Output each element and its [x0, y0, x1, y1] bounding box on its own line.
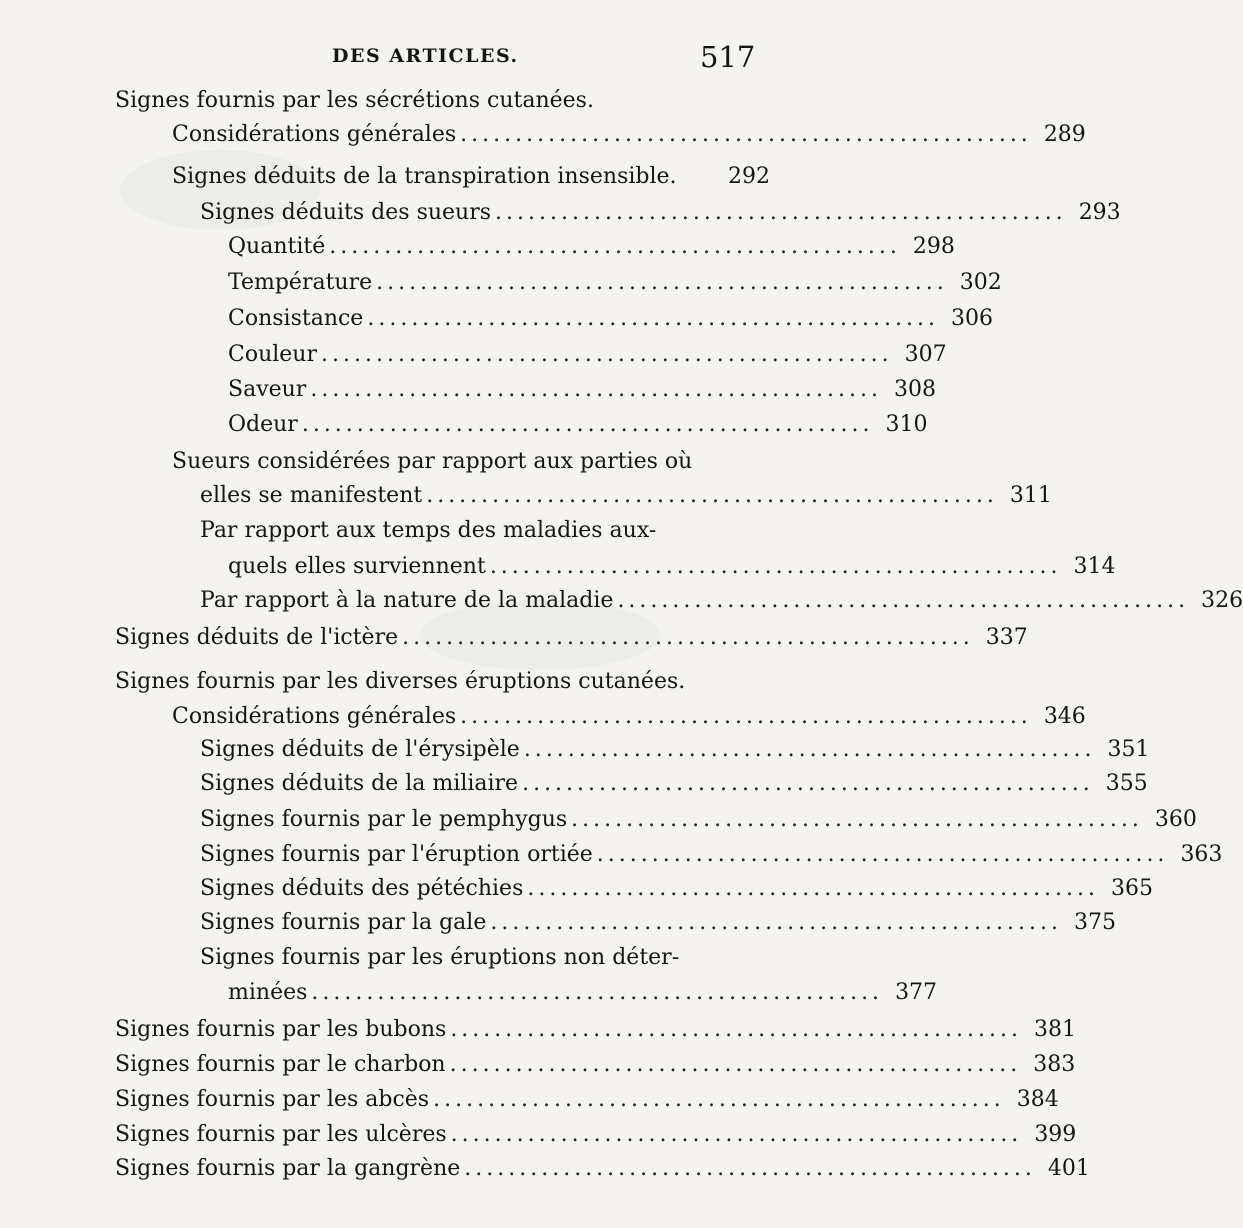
- entry-title: minées: [228, 980, 308, 1005]
- leader-dots: ....................................................: [311, 980, 884, 1005]
- leader-dots: ....................................................: [460, 704, 1032, 729]
- section-heading: Signes fournis par les diverses éruptions cutanées.: [115, 669, 686, 694]
- entry-page: 399: [1034, 1122, 1077, 1147]
- toc-entry: [115, 1085, 1059, 1115]
- toc-entry: [200, 908, 1116, 938]
- toc-entry: [228, 552, 1116, 582]
- entry-page: 351: [1107, 737, 1150, 762]
- entry-title: Considérations générales: [172, 122, 457, 147]
- toc-entry: [172, 120, 1086, 150]
- entry-title: quels elles surviennent: [228, 554, 486, 579]
- entry-page: 302: [959, 270, 1002, 295]
- entry-title: Couleur: [228, 342, 317, 367]
- leader-dots: ....................................................: [523, 737, 1096, 762]
- entry-title: Signes fournis par les ulcères: [115, 1122, 447, 1147]
- entry-title: Sueurs considérées par rapport aux parties où: [172, 449, 693, 474]
- entry-page: 401: [1047, 1156, 1090, 1181]
- entry-page: 308: [893, 377, 936, 402]
- toc-entry: [115, 623, 1028, 653]
- toc-entry: [228, 340, 947, 370]
- entry-title: Signes fournis par l'éruption ortiée: [200, 842, 593, 867]
- entry-title: Signes déduits de la transpiration insensible.: [172, 164, 677, 189]
- toc-entry: [228, 410, 928, 440]
- entry-page: 298: [912, 234, 955, 259]
- entry-title: Par rapport aux temps des maladies aux-: [200, 518, 657, 543]
- entry-title: Signes déduits des pétéchies: [200, 876, 524, 901]
- entry-page: 384: [1016, 1087, 1059, 1112]
- entry-page: 293: [1078, 200, 1121, 225]
- toc-entry: [228, 232, 955, 262]
- toc-entry: [115, 1154, 1090, 1184]
- entry-title: Signes fournis par les abcès: [115, 1087, 430, 1112]
- entry-page: 310: [885, 412, 928, 437]
- toc-entry: [172, 162, 770, 192]
- leader-dots: ....................................................: [490, 910, 1062, 935]
- leader-dots: ....................................................: [571, 807, 1143, 832]
- leader-dots: ....................................................: [449, 1052, 1022, 1077]
- entry-page: 365: [1111, 876, 1154, 901]
- leader-dots: ....................................................: [321, 342, 893, 367]
- entry-title: Signes déduits des sueurs: [200, 200, 492, 225]
- toc-entry: [115, 1120, 1077, 1150]
- leader-dots: ....................................................: [522, 771, 1094, 796]
- toc-entry: [200, 874, 1154, 904]
- entry-title: Considérations générales: [172, 704, 457, 729]
- toc-entry: [115, 1015, 1076, 1045]
- entry-page: 337: [985, 625, 1028, 650]
- entry-page: 383: [1033, 1052, 1076, 1077]
- leader-dots: ....................................................: [329, 234, 901, 259]
- leader-dots: ....................................................: [301, 412, 874, 437]
- entry-page: 360: [1154, 807, 1197, 832]
- leader-dots: ....................................................: [376, 270, 948, 295]
- entry-page: 326: [1201, 588, 1243, 613]
- entry-page: 377: [895, 980, 938, 1005]
- entry-title: Par rapport à la nature de la maladie: [200, 588, 614, 613]
- entry-title: Consistance: [228, 306, 364, 331]
- entry-title: Signes fournis par les éruptions non déter-: [200, 945, 680, 970]
- leader-dots: ....................................................: [527, 876, 1100, 901]
- leader-dots: ....................................................: [426, 483, 998, 508]
- leader-dots: ....................................................: [433, 1087, 1005, 1112]
- leader-dots: ....................................................: [310, 377, 882, 402]
- leader-dots: ....................................................: [402, 625, 974, 650]
- toc-entry: [200, 840, 1223, 870]
- entry-page: 375: [1074, 910, 1116, 935]
- entry-title: Signes déduits de la miliaire: [200, 771, 519, 796]
- entry-title: Signes fournis par la gangrène: [115, 1156, 461, 1181]
- toc-entry: [228, 375, 936, 405]
- entry-page: 311: [1009, 483, 1052, 508]
- entry-page: 381: [1033, 1017, 1076, 1042]
- page-number: 517: [700, 40, 756, 74]
- toc-entry: [228, 304, 993, 334]
- leader-dots: ....................................................: [489, 554, 1062, 579]
- toc-entry: [200, 481, 1052, 511]
- section-heading: Signes fournis par les sécrétions cutanées.: [115, 88, 594, 113]
- entry-title: Température: [228, 270, 373, 295]
- entry-title: Signes déduits de l'érysipèle: [200, 737, 520, 762]
- toc-entry: [200, 735, 1150, 765]
- leader-dots: ....................................................: [596, 842, 1169, 867]
- entry-page: 346: [1043, 704, 1086, 729]
- entry-title: Signes fournis par la gale: [200, 910, 487, 935]
- entry-title: Saveur: [228, 377, 307, 402]
- running-header: DES ARTICLES.: [332, 45, 519, 67]
- toc-entry: [200, 769, 1148, 799]
- leader-dots: ....................................................: [495, 200, 1067, 225]
- entry-page: 306: [951, 306, 993, 331]
- entry-title: Quantité: [228, 234, 326, 259]
- entry-title: Odeur: [228, 412, 298, 437]
- leader-dots: ....................................................: [450, 1122, 1023, 1147]
- toc-entry: [172, 702, 1086, 732]
- entry-page: 363: [1180, 842, 1223, 867]
- leader-dots: ....................................................: [460, 122, 1032, 147]
- entry-title: Signes fournis par le charbon: [115, 1052, 446, 1077]
- toc-entry: [115, 1050, 1076, 1080]
- toc-entry: [200, 198, 1121, 228]
- leader-dots: ....................................................: [464, 1156, 1036, 1181]
- entry-title: Signes fournis par les bubons: [115, 1017, 447, 1042]
- entry-title: Signes fournis par le pemphygus: [200, 807, 568, 832]
- entry-page: 292: [728, 164, 770, 189]
- entry-page: 355: [1105, 771, 1148, 796]
- toc-entry: [228, 978, 938, 1008]
- entry-page: 307: [904, 342, 947, 367]
- leader-dots: ....................................................: [450, 1017, 1022, 1042]
- toc-entry: [200, 805, 1197, 835]
- entry-page: 289: [1043, 122, 1086, 147]
- toc-entry: [228, 268, 1002, 298]
- entry-page: 314: [1073, 554, 1116, 579]
- leader-dots: ....................................................: [617, 588, 1190, 613]
- toc-entry: [200, 586, 1243, 616]
- leader-dots: ....................................................: [367, 306, 939, 331]
- entry-title: Signes déduits de l'ictère: [115, 625, 399, 650]
- entry-title: elles se manifestent: [200, 483, 423, 508]
